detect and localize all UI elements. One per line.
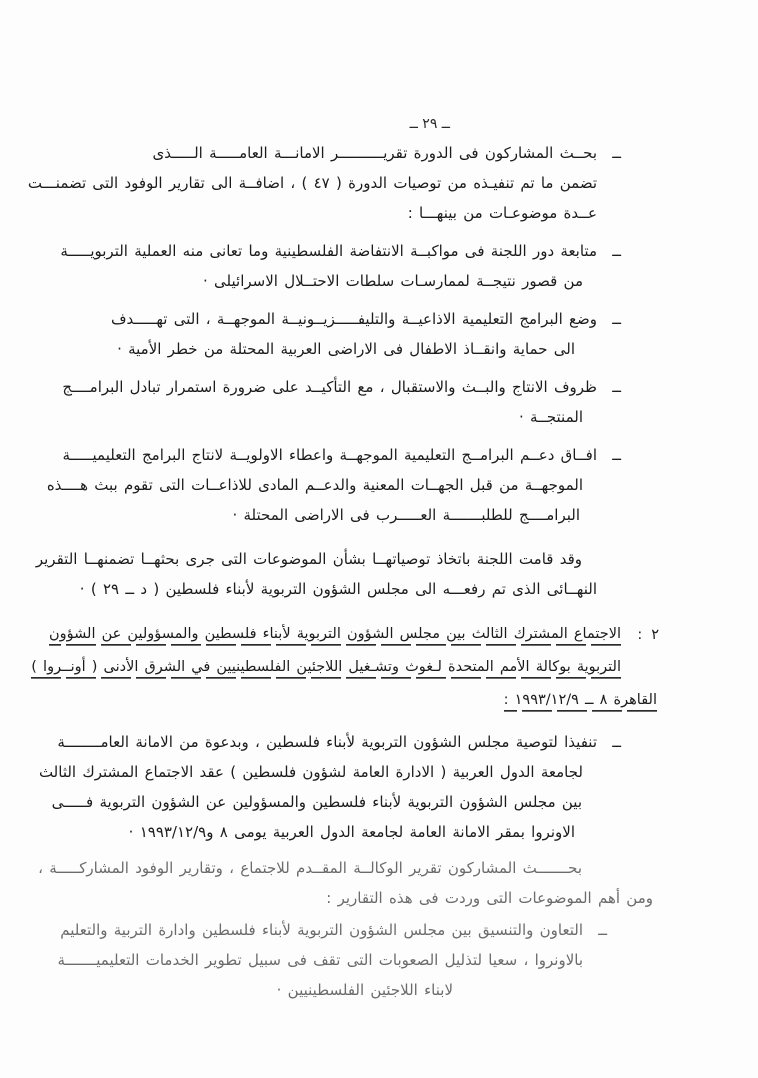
item-number: ٢ [651, 627, 659, 643]
text-line: تضمن ما تم تنفيـذه من توصيات الدورة ( ٤٧ ) ، اضافــة الى تقارير الوفود التى تضمنـــت [27, 174, 597, 192]
text-line [95, 304, 621, 334]
bullet-paragraph [57, 915, 607, 1005]
paragraph [35, 544, 597, 604]
text-line: المنتجــة · [518, 408, 583, 426]
text-line: النهــائى الذى تم رفعـــه الى مجلس الشؤون التربوية لأبناء فلسطين ( د ــ ٢٩ ) · [79, 580, 597, 598]
text-line: بحـــــــث المشاركون تقرير الوكالــة المقــدم للاجتماع ، وتقارير الوفود المشاركـــــة ، [38, 859, 582, 877]
bullet-dash: ــ [598, 921, 607, 939]
page-number: ــ ٢٩ ــ [409, 116, 450, 132]
paragraph [38, 853, 653, 913]
bullet-paragraph [38, 727, 621, 847]
bullet-paragraph [62, 372, 621, 432]
text-line: الموجهــة من قبل الجهــات المعنية والدعــم المادى للاذاعــات التى تقوم ببث هــــذه [46, 476, 583, 494]
text-line: وقد قامت اللجنة باتخاذ توصياتهــا بشأن الموضوعات التى جرى بحثهــا تضمنهــا التقرير [35, 550, 582, 568]
text-line [60, 236, 621, 266]
bullet-dash: ــ [612, 378, 621, 396]
item-number-separator: : [637, 627, 643, 643]
text-line [62, 372, 621, 402]
item-number-group [637, 619, 659, 652]
text-line: بالاونروا ، سعيا لتذليل الصعوبات التى تقف فى سبيل تطوير الخدمات التعليميـــــــة [57, 951, 583, 969]
text-line: بين مجلس الشؤون التربوية لأبناء فلسطين والمسؤولين عن الشؤون التربوية فـــــى [51, 793, 582, 811]
line-text: متابعة دور اللجنة فى مواكبــة الانتفاضة الفلسطينية وما تعانى منه العملية التربويـــــة [60, 242, 597, 260]
text-line: لجامعة الدول العربية ( الادارة العامة لشؤون فلسطين ) عقد الاجتماع المشترك الثالث [38, 763, 583, 781]
heading-line [31, 651, 621, 684]
text-line: الى حماية وانقــاذ الاطفال فى الاراضى العربية المحتلة من خطر الأمية · [117, 340, 575, 358]
bullet-dash: ــ [612, 310, 621, 328]
numbered-heading [31, 618, 659, 717]
bullet-dash: ــ [612, 446, 621, 464]
bullet-paragraph [95, 304, 621, 364]
heading-date-line [95, 684, 657, 717]
heading-line-text: التربوية بوكالة الأمم المتحدة لـغوث وتشـغيل اللاجئين الفلسطينيين في الشرق الأدنى ( أونــروا ) [31, 659, 621, 679]
document-body [27, 138, 659, 1005]
text-line [60, 915, 607, 945]
bullet-dash: ــ [612, 733, 621, 751]
line-text: وضع البرامج التعليمية الاذاعيــة والتليفـــــزيــونيــة الموجهــة ، التى تهـــــدف [111, 310, 597, 328]
bullet-paragraph [46, 440, 621, 530]
text-line: البرامــــج للطلبـــــــة العـــــرب فى الاراضى المحتلة · [232, 506, 580, 524]
text-line [57, 727, 621, 757]
text-line: الاونروا بمقر الامانة العامة لجامعة الدول العربية يومى ٨ و١٩٩٣/١٢/٩ · [128, 823, 575, 841]
text-line [62, 440, 621, 470]
line-text: افــاق دعــم البرامــج التعليمية الموجهــة واعطاء الاولويــة لانتاج البرامج التعليميـــــة [62, 446, 597, 464]
line-text: التعاون والتنسيق بين مجلس الشؤون التربوية لأبناء فلسطين وادارة التربية والتعليم [60, 921, 583, 939]
bullet-paragraph [60, 236, 621, 296]
bullet-dash: ــ [612, 144, 621, 162]
bullet-dash: ــ [612, 242, 621, 260]
text-line: لابناء اللاجئين الفلسطينيين · [276, 981, 453, 999]
text-line [95, 138, 621, 168]
text-line: ومن أهم الموضوعات التى وردت فى هذه التقارير : [326, 889, 653, 907]
text-line: عــدة موضوعـات من بينهـــا : [407, 204, 597, 222]
bullet-paragraph [27, 138, 621, 228]
text-line: من قصور نتيجــة لممارسـات سلطات الاحتــلال الاسرائيلى · [203, 272, 583, 290]
line-text: بحــث المشاركون فى الدورة تقريــــــــــر الامانـــة العامـــــة الـــــذى [152, 144, 597, 162]
line-text: ظروف الانتاج والبــث والاستقبال ، مع التأكيــد على ضرورة استمرار تبادل البرامــــج [62, 378, 597, 396]
heading-date-text: القاهرة ٨ ــ ١٩٩٣/١٢/٩ : [504, 692, 657, 712]
heading-line [48, 618, 621, 651]
line-text: تنفيذا لتوصية مجلس الشؤون التربوية لأبناء فلسطين ، وبدعوة من الامانة العامــــــــة [57, 733, 597, 751]
heading-line-text: الاجتماع المشترك الثالث بين مجلس الشؤون التربوية لأبناء فلسطين والمسؤولين عن الشؤون [49, 626, 621, 646]
